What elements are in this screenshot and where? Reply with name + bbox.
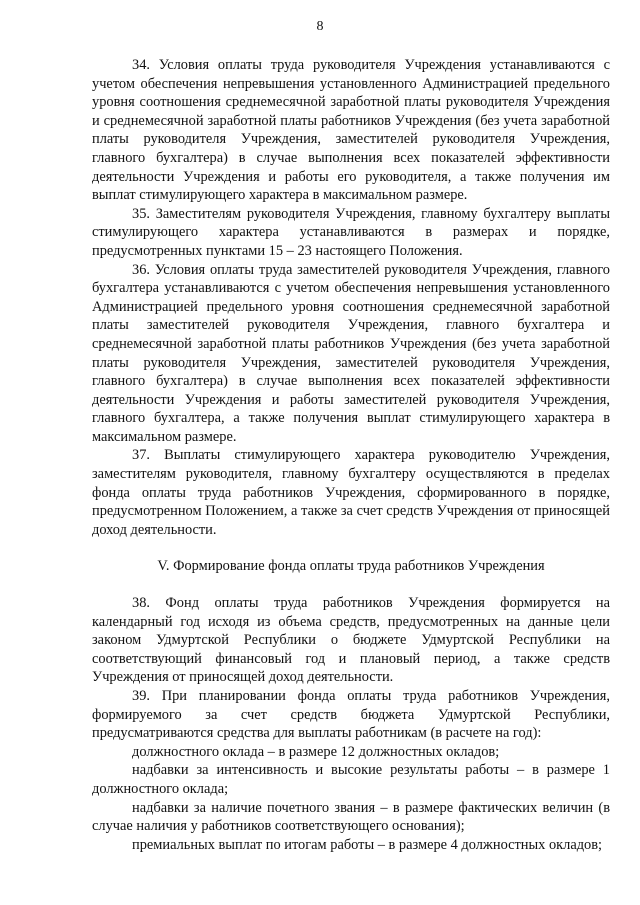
paragraph-39: 39. При планировании фонда оплаты труда работников Учреждения, формируемого за счет средств бюджета Удмуртской Республики, предусматриваются средства для выплаты работникам (в расчете на год): bbox=[92, 688, 610, 742]
document-body bbox=[92, 56, 610, 854]
paragraph-36: 36. Условия оплаты труда заместителей руководителя Учреждения, главного бухгалтера устанавливаются с учетом обеспечения непревышения установленного Администрацией предельного уровня соотношения среднемесячной заработной платы заместителей руководителя Учреждения, главного бухгалтера и среднемесячной заработной платы работников Учреждения (без учета заработной платы руководителя Учреждения, заместителей руководителя Учреждения, главного бухгалтера) в случае выполнения всех показателей эффективности деятельности Учреждения и работы заместителей руководителя Учреждения, главного бухгалтера, а также получения выплат стимулирующего характера в максимальном размере. bbox=[92, 261, 610, 445]
section-heading: V. Формирование фонда оплаты труда работников Учреждения bbox=[157, 558, 545, 575]
list-item-honorary-title-bonus: надбавки за наличие почетного звания – в размере фактических величин (в случае наличия у работников соответствующего основания); bbox=[92, 799, 610, 835]
page-number: 8 bbox=[316, 19, 324, 34]
list-item-premium-payments: премиальных выплат по итогам работы – в размере 4 должностных окладов; bbox=[132, 836, 603, 853]
paragraph-37: 37. Выплаты стимулирующего характера руководителю Учреждения, заместителям руководителя, главному бухгалтеру осуществляются в пределах фонда оплаты труда работников Учреждения, сформированного в порядке, предусмотренном Положением, а также за счет средств Учреждения от приносящей доход деятельности. bbox=[92, 447, 610, 538]
paragraph-34: 34. Условия оплаты труда руководителя Учреждения устанавливаются с учетом обеспечения непревышения установленного Администрацией предельного уровня соотношения среднемесячной заработной платы руководителя Учреждения и среднемесячной заработной платы работников Учреждения (без учета заработной платы руководителя Учреждения, заместителей руководителя Учреждения, главного бухгалтера) в случае выполнения всех показателей эффективности деятельности Учреждения и работы его руководителя, а также получения им выплат стимулирующего характера в максимальном размере. bbox=[92, 57, 610, 204]
paragraph-35: 35. Заместителям руководителя Учреждения, главному бухгалтеру выплаты стимулирующего характера устанавливаются в размерах и порядке, предусмотренных пунктами 15 – 23 настоящего Положения. bbox=[92, 205, 610, 259]
paragraph-38: 38. Фонд оплаты труда работников Учреждения формируется на календарный год исходя из объема средств, предусмотренных на данные цели законом Удмуртской Республики о бюджете Удмуртской Республики на соответствующий финансовый год и плановый период, а также средств Учреждения от приносящей доход деятельности. bbox=[92, 595, 610, 686]
list-item-intensity-bonus: надбавки за интенсивность и высокие результаты работы – в размере 1 должностного оклада; bbox=[92, 762, 610, 797]
list-item-salary: должностного оклада – в размере 12 должностных окладов; bbox=[132, 743, 500, 760]
